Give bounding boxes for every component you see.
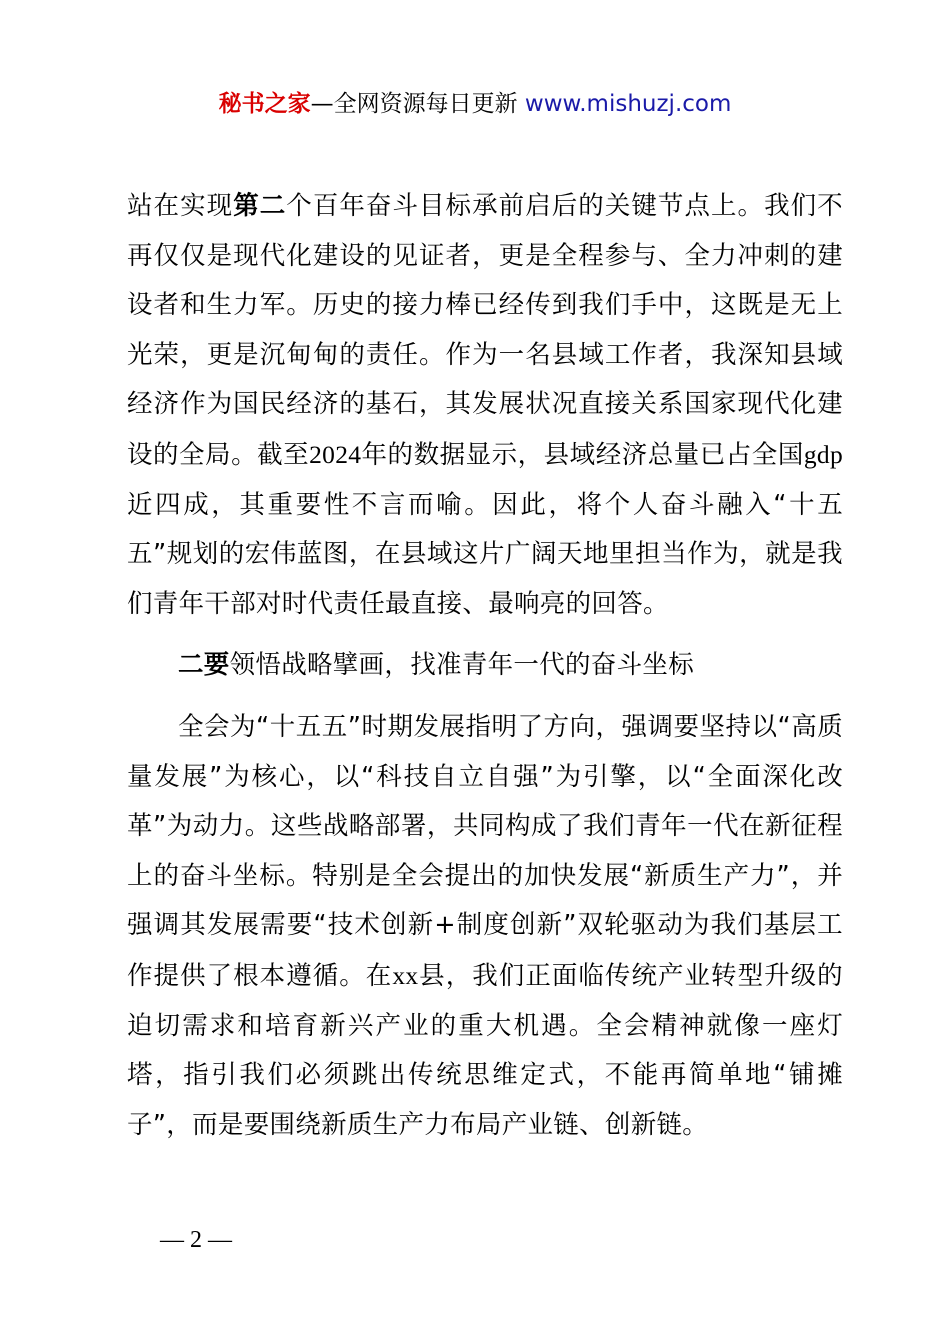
- document-body: [127, 182, 843, 1150]
- section-heading: [127, 641, 843, 691]
- heading-bold: 二要: [178, 650, 230, 681]
- site-url-link[interactable]: www.mishuzj.com: [524, 91, 732, 117]
- paragraph-1: [127, 182, 843, 629]
- para1-year: 2024: [309, 439, 362, 469]
- para1-gdp: gdp: [803, 439, 843, 469]
- brand-name: 秘书之家: [218, 91, 311, 117]
- paragraph-3: [127, 703, 843, 1150]
- para1-bold: 第二: [233, 191, 287, 221]
- heading-text: 领悟战略擘画，找准青年一代的奋斗坐标: [229, 650, 695, 681]
- para1-after-bold: 个百年奋斗目标承前启后的关键节点上。我们不再仅仅是现代化建设的见证者，更是全程参与、全力冲刺的建设者和生力军。历史的接力棒已经传到我们手中，这既是无上光荣，更是沉甸甸的责任。作为一名县域工作者，我深知县域经济作为国民经济的基石，其发展状况直接关系国家现代化建设的全局。截至: [127, 191, 843, 470]
- para1-lead: 站在实现: [127, 191, 234, 221]
- para3-tail: 县，我们正面临传统产业转型升级的迫切需求和培育新兴产业的重大机遇。全会精神就像一座灯塔，指引我们必须跳出传统思维定式，不能再简单地“铺摊子”，而是要围绕新质生产力布局产业链、创新链。: [127, 960, 843, 1140]
- para3-xx: xx: [392, 960, 419, 990]
- page-number: — 2 —: [160, 1227, 232, 1253]
- para1-tail: 近四成，其重要性不言而喻。因此，将个人奋斗融入“十五五”规划的宏伟蓝图，在县域这片广阔天地里担当作为，就是我们青年干部对时代责任最直接、最响亮的回答。: [127, 489, 843, 619]
- site-header: [0, 86, 950, 122]
- header-tagline: —全网资源每日更新: [310, 91, 518, 117]
- para3-lead: 全会为“十五五”时期发展指明了方向，强调要坚持以“高质量发展”为核心，以“科技自立自强”为引擎，以“全面深化改革”为动力。这些战略部署，共同构成了我们青年一代在新征程上的奋斗坐标。特别是全会提出的加快发展“新质生产力”，并强调其发展需要“技术创新+制度创新”双轮驱动为我们基层工作提供了根本遵循。在: [127, 711, 843, 991]
- para1-mid: 年的数据显示，县域经济总量已占全国: [361, 439, 804, 470]
